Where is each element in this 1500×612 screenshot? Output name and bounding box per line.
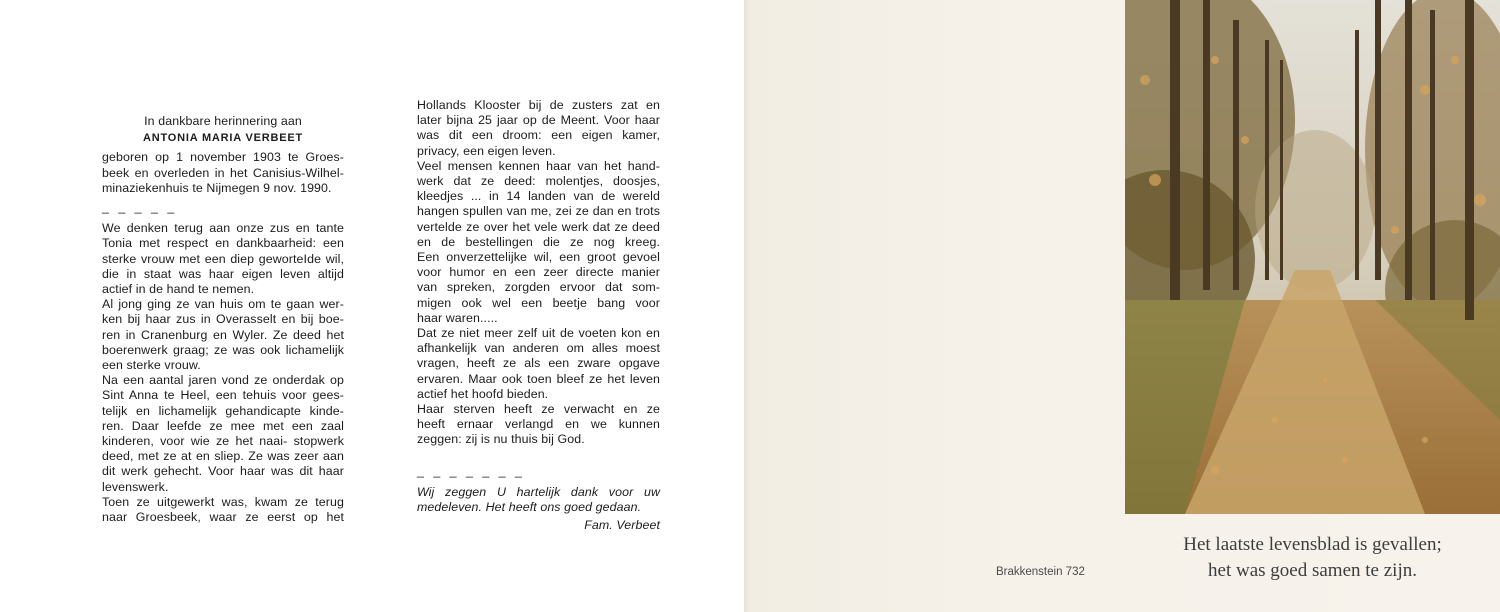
text-line: medeleven. Het heeft ons goed gedaan. — [417, 500, 642, 515]
forest-illustration — [1125, 0, 1500, 514]
text-line: heeft ernaar verlangd en we kunnen — [417, 417, 660, 432]
text-line: die in staat was haar eigen leven altijd — [102, 266, 344, 281]
text-line: naar Groesbeek, waar ze eerst op het — [102, 510, 344, 525]
text-line: van spreken, zorgden ervoor dat som- — [417, 280, 660, 295]
text-line: ren. Daar leefde ze mee met een zaal — [102, 418, 344, 433]
text-line: beek en overleden in het Canisius-Wilhel- — [102, 165, 344, 180]
text-line: levenswerk. — [102, 479, 169, 494]
text-line: ervaren. Maar ook toen bleef ze het leven — [417, 371, 660, 386]
card-fold — [744, 0, 750, 612]
text-line: vertelde ze over het vele werk dat ze deed — [417, 219, 660, 234]
text-line: Wij zeggen U hartelijk dank voor uw — [417, 484, 660, 499]
text-line: vragen, heeft ze als een zware opgave — [417, 356, 660, 371]
cover-verse — [1140, 532, 1485, 584]
text-line: boerenwerk graag; ze was ook lichamelijk — [102, 342, 344, 357]
text-line: Sint Anna te Heel, een tehuis voor gees- — [102, 388, 344, 403]
text-line: en de bestellingen die ze nog kreeg. — [417, 234, 660, 249]
text-line: Al jong ging ze van huis om te gaan wer- — [102, 297, 344, 312]
text-line: actief het hoofd bieden. — [417, 386, 549, 401]
autumn-forest-path-photo — [1125, 0, 1500, 514]
text-line: een sterke vrouw. — [102, 358, 201, 373]
text-line: Haar sterven heeft ze verwacht en ze — [417, 402, 660, 417]
text-line: privacy, een eigen leven. — [417, 143, 556, 158]
text-line: geboren op 1 november 1903 te Groes- — [102, 150, 344, 165]
text-line: haar waren..... — [417, 310, 498, 325]
text-line: ren in Cranenburg en Wyler. Ze deed het — [102, 327, 344, 342]
text-line: hangen spullen van me, zei ze dan en trots — [417, 204, 660, 219]
memorial-card-inside — [0, 0, 744, 612]
text-line: We denken terug aan onze zus en tante — [102, 221, 344, 236]
biography-part-2 — [417, 98, 660, 448]
text-line: Veel mensen kennen haar van het hand- — [417, 158, 660, 173]
text-line: migen ook wel een beetje bang voor — [417, 295, 660, 310]
text-line: ken bij haar zus in Overasselt en bij boe- — [102, 312, 344, 327]
text-line: Een onverzettelijke wil, een groot gevoel — [417, 250, 660, 265]
text-line: kleedjes ... in 14 landen van de wereld — [417, 189, 660, 204]
text-column-right — [417, 98, 660, 533]
text-line: actief in de hand te nemen. — [102, 282, 255, 297]
text-line: sterke vrouw met een diep geworteIde wil, — [102, 251, 344, 266]
printer-code: Brakkenstein 732 — [996, 566, 1085, 578]
birth-death-details — [102, 150, 344, 196]
verse-line: het was goed samen te zijn. — [1208, 560, 1417, 581]
verse-line: Het laatste levensblad is gevallen; — [1183, 534, 1442, 555]
text-line: deed, met ze at en sliep. Ze was zeer aan — [102, 449, 344, 464]
text-line: Toen ze uitgewerkt was, kwam ze terug — [102, 494, 344, 509]
section-divider: _ _ _ _ _ — [102, 200, 178, 215]
closing-divider: _ _ _ _ _ _ _ — [417, 463, 525, 478]
thanks-note — [417, 485, 660, 515]
text-line: zeggen: zij is nu thuis bij God. — [417, 432, 585, 447]
text-line: Tonia met respect en dankbaarheid: een — [102, 236, 344, 251]
text-line: Na een aantal jaren vond ze onderdak op — [102, 373, 344, 388]
dedication-intro: In dankbare herinnering aan — [144, 114, 302, 128]
text-line: dit werk gehecht. Voor haar was dit haar — [102, 464, 344, 479]
text-line: afhankelijk van anderen om alles moest — [417, 341, 660, 356]
family-signature: Fam. Verbeet — [584, 518, 660, 533]
text-line: voor humor en een zeer directe manier — [417, 265, 660, 280]
text-column-left — [102, 114, 344, 525]
text-line: was dit een droom: een eigen kamer, — [417, 128, 660, 143]
text-line: kinderen, voor wie ze het naai- stopwerk — [102, 434, 344, 449]
text-line: minaziekenhuis te Nijmegen 9 nov. 1990. — [102, 180, 332, 195]
biography-part-1 — [102, 221, 344, 525]
text-line: later bijna 25 jaar op de Meent. Voor haar — [417, 113, 660, 128]
text-line: Dat ze niet meer zelf uit de voeten kon en — [417, 326, 660, 341]
text-line: Hollands Klooster bij de zusters zat en — [417, 98, 660, 112]
text-line: telijk en lichamelijk gehandicapte kinde- — [102, 403, 344, 418]
text-line: werk dat ze deed: molentjes, doosjes, — [417, 174, 660, 189]
deceased-name: ANTONIA MARIA VERBEET — [142, 132, 303, 145]
